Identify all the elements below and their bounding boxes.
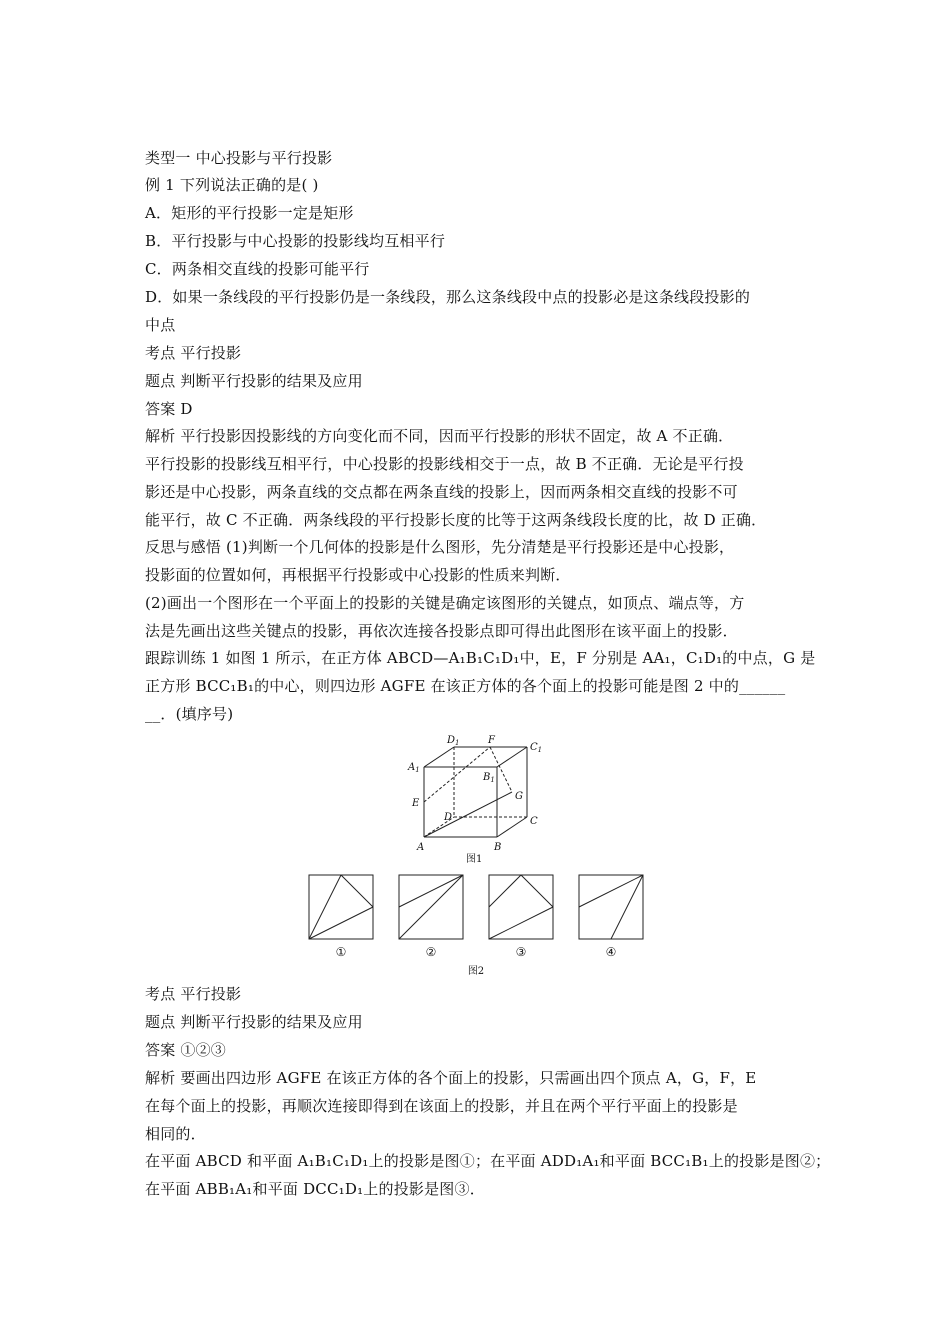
edge-b1c1: [497, 747, 527, 767]
answer: 答案 D: [145, 400, 193, 418]
reflection-line: 投影面的位置如何，再根据平行投影或中心投影的性质来判断．: [145, 566, 571, 584]
question-point-2: 题点 判断平行投影的结果及应用: [145, 1013, 363, 1031]
exercise-line: 跟踪训练 1 如图 1 所示，在正方体 ABCD—A₁B₁C₁D₁中，E，F 分别是 AA₁，C₁D₁的中点，G 是: [145, 649, 816, 667]
label-d: D: [444, 812, 453, 823]
analysis-line-2: 在平面 ABB₁A₁和平面 DCC₁D₁上的投影是图③．: [145, 1180, 485, 1198]
projection-3: [489, 875, 553, 939]
analysis-line-2: 解析 要画出四边形 AGFE 在该正方体的各个面上的投影，只需画出四个顶点 A，G，F，E: [145, 1069, 757, 1087]
answer-2: 答案 ①②③: [145, 1041, 226, 1059]
projection-label-1: ①: [335, 945, 347, 959]
label-c: C: [530, 816, 538, 827]
segment-ef: [424, 747, 490, 802]
analysis-line-2: 相同的．: [145, 1125, 206, 1143]
option-d-continued: 中点: [145, 316, 176, 334]
label-a: A: [417, 842, 425, 853]
analysis-line-2: 在每个面上的投影，再顺次连接即得到在该面上的投影，并且在两个平行平面上的投影是: [145, 1097, 738, 1115]
edge-a1d1: [424, 747, 454, 767]
analysis-line-2: 在平面 ABCD 和平面 A₁B₁C₁D₁上的投影是图①；在平面 ADD₁A₁和平面 BCC₁B₁上的投影是图②；: [145, 1152, 831, 1170]
option-a: A．矩形的平行投影一定是矩形: [145, 204, 354, 222]
segment-ag: [424, 792, 512, 837]
projections-figure: [300, 868, 660, 980]
label-e: E: [412, 798, 420, 809]
label-g: G: [515, 791, 523, 802]
projection-1: [309, 875, 373, 939]
question-point: 题点 判断平行投影的结果及应用: [145, 372, 363, 390]
analysis-line: 能平行，故 C 不正确．两条线段的平行投影长度的比等于这两条线段长度的比，故 D 正确．: [145, 511, 767, 529]
cube-figure: [400, 732, 560, 867]
analysis-line: 影还是中心投影，两条直线的交点都在两条直线的投影上，因而两条相交直线的投影不可: [145, 483, 738, 501]
projection-2: [399, 875, 463, 939]
example-question: 例 1 下列说法正确的是( ): [145, 176, 319, 194]
exercise-line: 正方形 BCC₁B₁的中心，则四边形 AGFE 在该正方体的各个面上的投影可能是图 2 中的______: [145, 677, 786, 695]
label-b: B: [494, 842, 502, 853]
figure2-caption: 图2: [467, 966, 485, 977]
analysis-line: 平行投影的投影线互相平行，中心投影的投影线相交于一点，故 B 不正确．无论是平行投: [145, 455, 744, 473]
section-heading: 类型一 中心投影与平行投影: [145, 149, 333, 167]
reflection-line: (2)画出一个图形在一个平面上的投影的关键是确定该图形的关键点，如顶点、端点等，方: [145, 594, 745, 612]
option-c: C．两条相交直线的投影可能平行: [145, 260, 370, 278]
label-a1: $A_1$: [408, 762, 420, 774]
figure1-caption: 图1: [466, 854, 483, 865]
exercise-line: __．(填序号): [145, 705, 234, 723]
reflection-line: 反思与感悟 (1)判断一个几何体的投影是什么图形，先分清楚是平行投影还是中心投影，: [145, 538, 735, 556]
projection-label-2: ②: [425, 945, 437, 959]
projection-4: [579, 875, 643, 939]
knowledge-point-2: 考点 平行投影: [145, 985, 242, 1003]
label-b1: $B_1$: [483, 772, 495, 784]
projection-label-4: ④: [605, 945, 617, 959]
label-f: F: [488, 735, 495, 746]
segment-fg: [490, 747, 512, 792]
edge-bc: [497, 817, 527, 837]
projection-label-3: ③: [515, 945, 527, 959]
analysis-line: 解析 平行投影因投影线的方向变化而不同，因而平行投影的形状不固定，故 A 不正确．: [145, 427, 734, 445]
label-d1: $D_1$: [447, 735, 460, 747]
option-d: D．如果一条线段的平行投影仍是一条线段，那么这条线段中点的投影必是这条线段投影的: [145, 288, 751, 306]
label-c1: $C_1$: [530, 742, 543, 754]
reflection-line: 法是先画出这些关键点的投影，再依次连接各投影点即可得出此图形在该平面上的投影．: [145, 622, 738, 640]
knowledge-point: 考点 平行投影: [145, 344, 242, 362]
option-b: B．平行投影与中心投影的投影线均互相平行: [145, 232, 446, 250]
